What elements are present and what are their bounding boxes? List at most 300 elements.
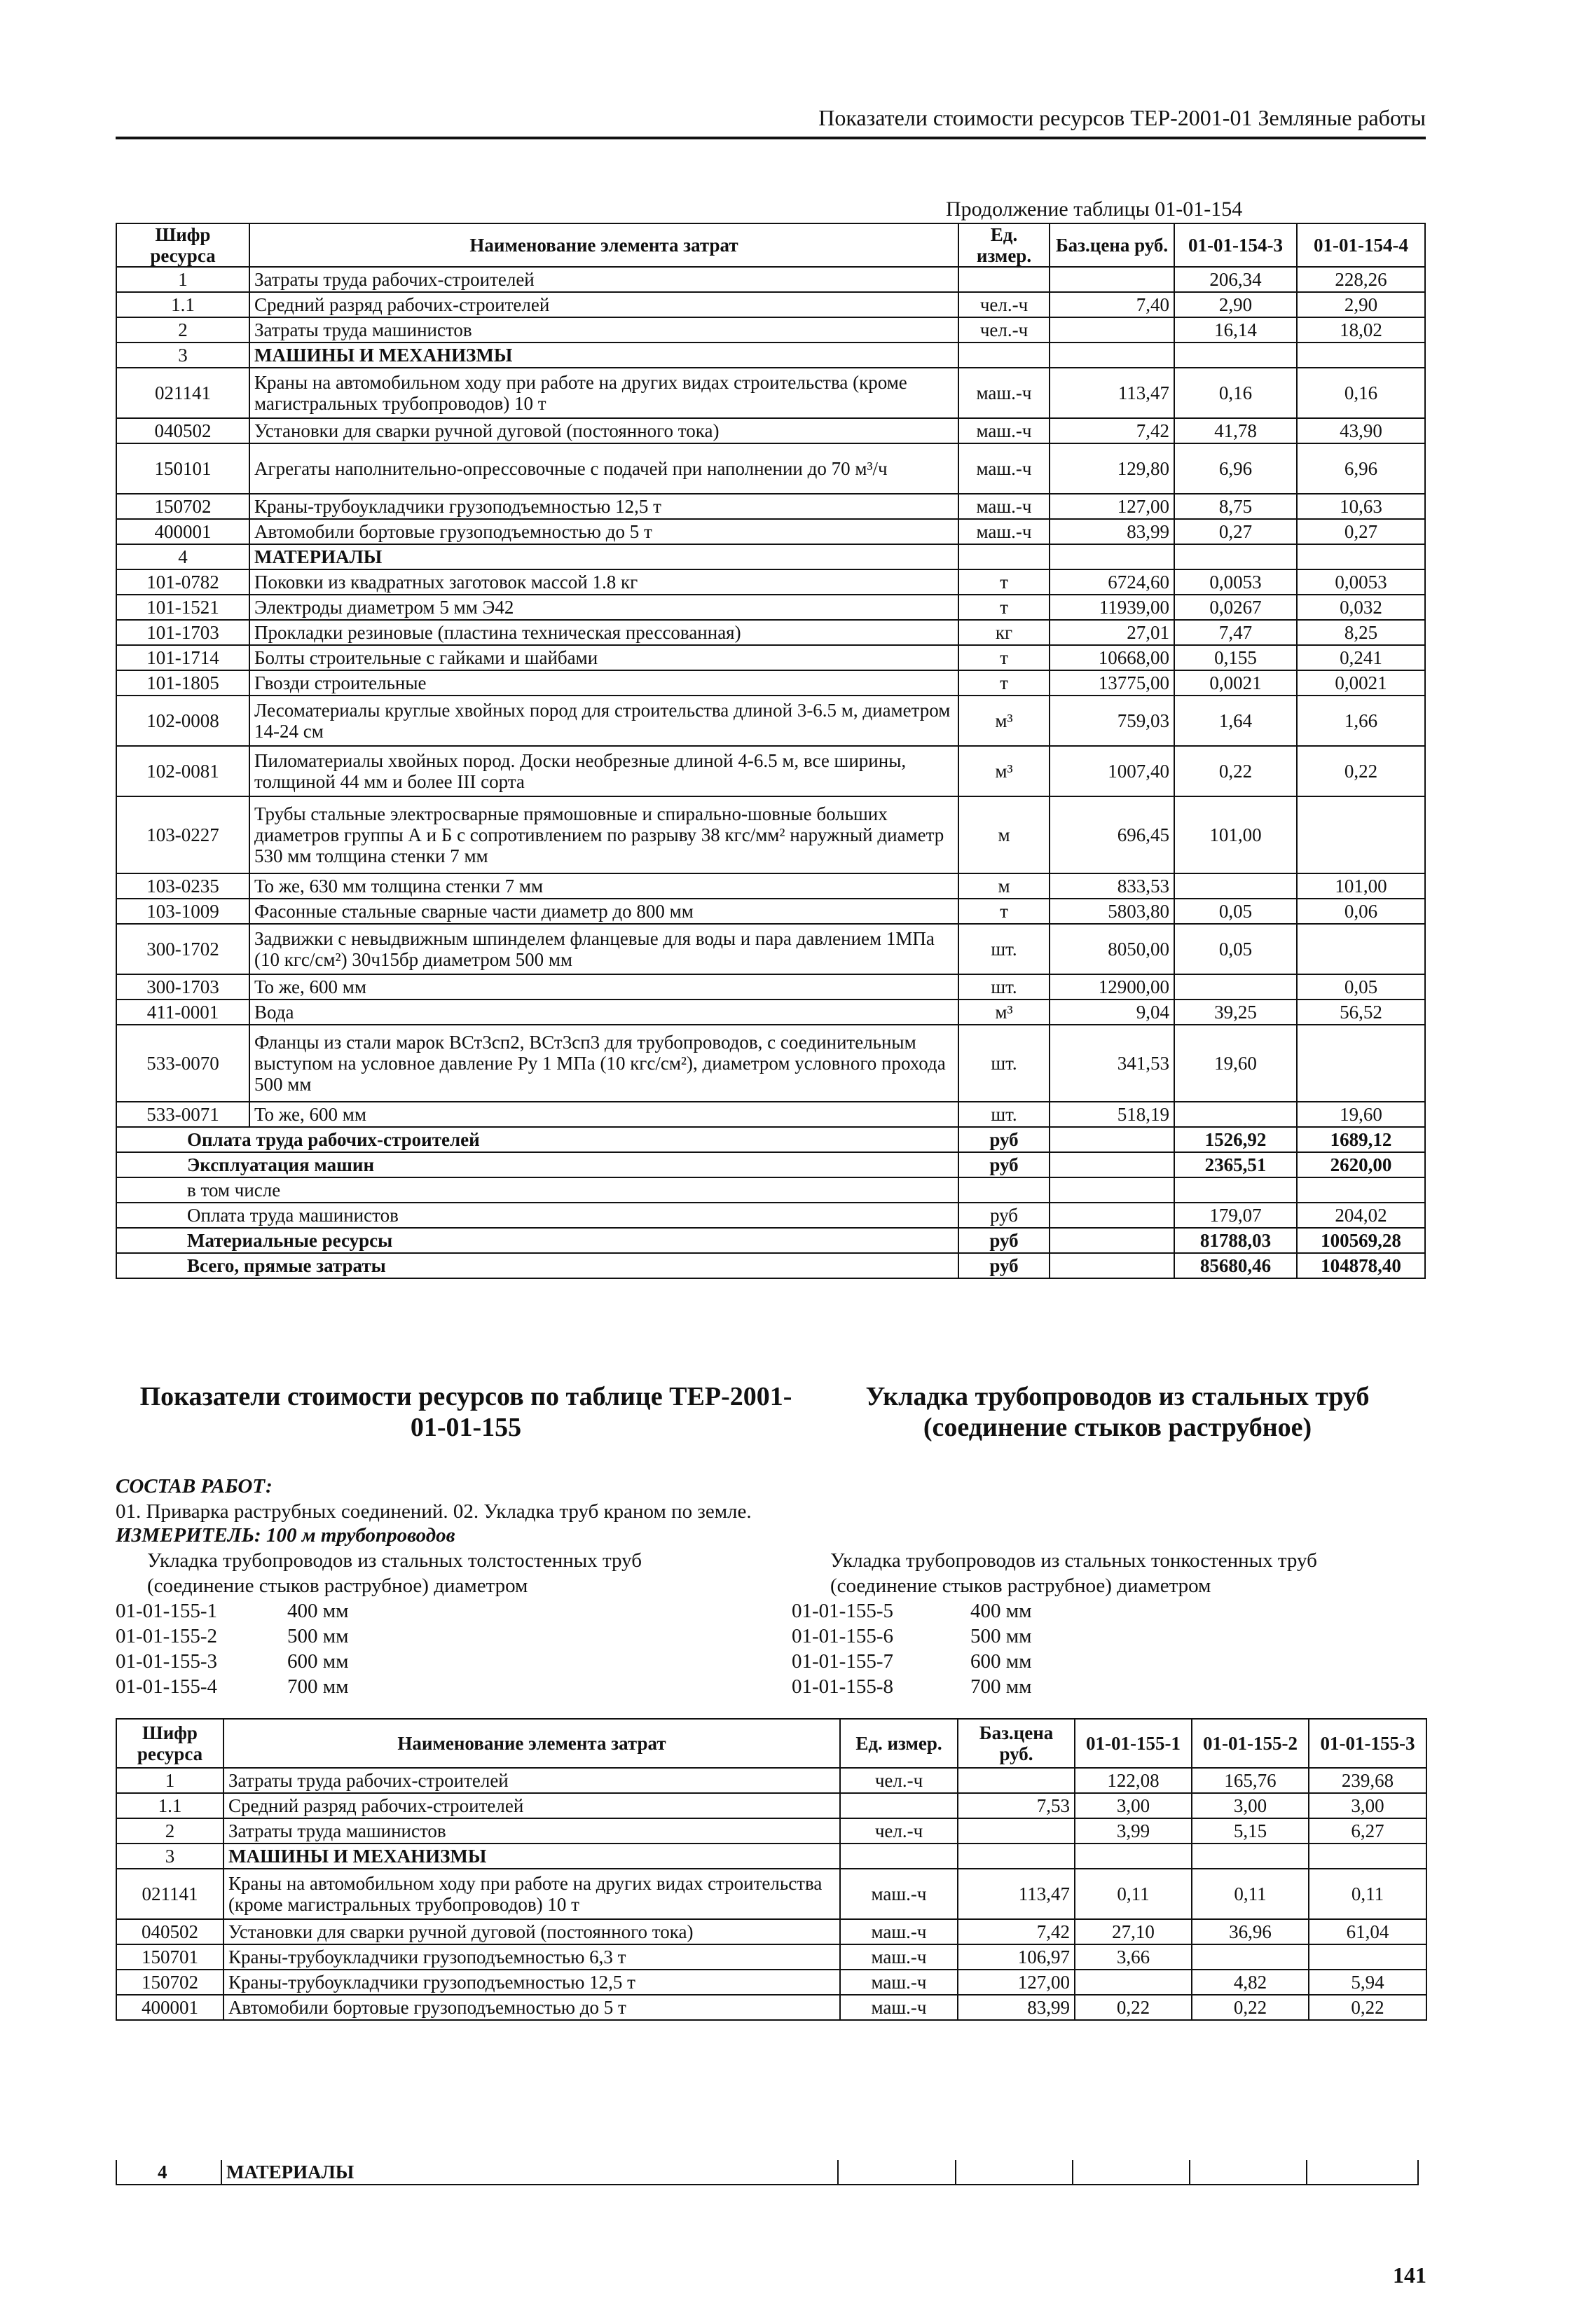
table-row xyxy=(116,746,1425,796)
value-col-4: 6,96 xyxy=(1297,443,1425,494)
header-rule xyxy=(116,137,1426,139)
resource-code: 2 xyxy=(116,317,249,343)
base-price: 7,40 xyxy=(1050,292,1174,317)
value-col-2: 4,82 xyxy=(1192,1970,1309,1995)
col-header-price: Баз.цена руб. xyxy=(958,1719,1075,1768)
value-col-1 xyxy=(1075,1970,1192,1995)
value-col-4: 0,032 xyxy=(1297,595,1425,620)
value-col-4: 56,52 xyxy=(1297,1000,1425,1025)
resource-unit: маш.-ч xyxy=(958,519,1050,544)
left-description-1: Укладка трубопроводов из стальных толстостенных труб xyxy=(147,1549,642,1572)
value-col-3: 0,0053 xyxy=(1174,569,1297,595)
value-col-4: 19,60 xyxy=(1297,1102,1425,1127)
total-col-4: 100569,28 xyxy=(1297,1228,1425,1253)
work-composition-text: 01. Приварка раструбных соединений. 02. Укладка труб краном по земле. xyxy=(116,1500,752,1523)
col-header-155-1: 01-01-155-1 xyxy=(1075,1719,1192,1768)
value-col-3: 3,00 xyxy=(1309,1793,1426,1818)
total-col-4: 1689,12 xyxy=(1297,1127,1425,1152)
total-unit xyxy=(958,1177,1050,1203)
resource-name: Агрегаты наполнительно-опрессовочные с подачей при наполнении до 70 м³/ч xyxy=(249,443,958,494)
item-code: 01-01-155-4 xyxy=(116,1675,217,1698)
resource-code: 533-0070 xyxy=(116,1025,249,1102)
table-row xyxy=(116,645,1425,670)
value-col-4: 0,0053 xyxy=(1297,569,1425,595)
resource-name: Затраты труда машинистов xyxy=(223,1818,840,1844)
value-col-4: 0,241 xyxy=(1297,645,1425,670)
table-row xyxy=(116,1818,1426,1844)
resource-code: 040502 xyxy=(116,418,249,443)
section-title-left: Показатели стоимости ресурсов по таблице ТЕР-2001-01-01-155 xyxy=(139,1382,792,1442)
table-row xyxy=(116,873,1425,899)
total-label: в том числе xyxy=(116,1177,958,1203)
section-title-right: Укладка трубопроводов из стальных труб (соединение стыков раструбное) xyxy=(865,1382,1370,1442)
resource-unit: маш.-ч xyxy=(958,368,1050,418)
resource-name: Краны-трубоукладчики грузоподъемностью 6,3 т xyxy=(223,1944,840,1970)
total-row xyxy=(116,1152,1425,1177)
resource-code: 3 xyxy=(116,1844,223,1869)
item-code: 01-01-155-7 xyxy=(792,1650,893,1673)
resource-code: 150702 xyxy=(116,1970,223,1995)
value-col-3: 0,11 xyxy=(1309,1869,1426,1919)
value-col-4: 0,22 xyxy=(1297,746,1425,796)
value-col-2: 3,00 xyxy=(1192,1793,1309,1818)
value-col-4 xyxy=(1297,343,1425,368)
resource-code: 300-1703 xyxy=(116,974,249,1000)
resource-name: Пиломатериалы хвойных пород. Доски необрезные длиной 4-6.5 м, все ширины, толщиной 44 мм и более III сорта xyxy=(249,746,958,796)
value-col-3 xyxy=(1174,873,1297,899)
value-col-4: 0,16 xyxy=(1297,368,1425,418)
base-price: 6724,60 xyxy=(1050,569,1174,595)
value-col-1: 27,10 xyxy=(1075,1919,1192,1944)
item-code: 01-01-155-6 xyxy=(792,1625,893,1647)
header-title: Показатели стоимости ресурсов ТЕР-2001-01 Земляные работы xyxy=(818,105,1426,130)
value-col-3: 19,60 xyxy=(1174,1025,1297,1102)
base-price xyxy=(1050,317,1174,343)
total-col-3: 179,07 xyxy=(1174,1203,1297,1228)
value-col-4: 101,00 xyxy=(1297,873,1425,899)
total-unit: руб xyxy=(958,1152,1050,1177)
item-code: 01-01-155-2 xyxy=(116,1625,217,1647)
value-col-2 xyxy=(1192,1844,1309,1869)
table-row xyxy=(116,292,1425,317)
resource-unit: чел.-ч xyxy=(958,317,1050,343)
value-col-3: 239,68 xyxy=(1309,1768,1426,1793)
value-col-3: 0,05 xyxy=(1174,899,1297,924)
total-col-4: 204,02 xyxy=(1297,1203,1425,1228)
section-title xyxy=(116,1381,1426,1444)
base-price: 1007,40 xyxy=(1050,746,1174,796)
total-price xyxy=(1050,1253,1174,1278)
value-col-3: 206,34 xyxy=(1174,267,1297,292)
value-col-3: 0,05 xyxy=(1174,924,1297,974)
resource-table-154 xyxy=(116,223,1426,1279)
value-col-1: 122,08 xyxy=(1075,1768,1192,1793)
continued-table-row xyxy=(116,2160,1419,2185)
table-row xyxy=(116,1000,1425,1025)
resource-code: 1.1 xyxy=(116,292,249,317)
base-price: 27,01 xyxy=(1050,620,1174,645)
value-col-2: 0,22 xyxy=(1192,1995,1309,2020)
value-col-4: 0,27 xyxy=(1297,519,1425,544)
resource-name: МАТЕРИАЛЫ xyxy=(249,544,958,569)
resource-unit: шт. xyxy=(958,974,1050,1000)
resource-unit: маш.-ч xyxy=(958,443,1050,494)
resource-unit xyxy=(958,544,1050,569)
resource-unit: м³ xyxy=(958,746,1050,796)
value-col-3: 7,47 xyxy=(1174,620,1297,645)
table-body xyxy=(116,267,1425,1278)
total-label: Эксплуатация машин xyxy=(116,1152,958,1177)
table-row xyxy=(116,620,1425,645)
base-price: 113,47 xyxy=(958,1869,1075,1919)
value-col-4 xyxy=(1297,1025,1425,1102)
col-header-154-4: 01-01-154-4 xyxy=(1297,223,1425,267)
resource-unit: м xyxy=(958,873,1050,899)
resource-name: Установки для сварки ручной дуговой (постоянного тока) xyxy=(223,1919,840,1944)
resource-unit: чел.-ч xyxy=(840,1768,958,1793)
row-code: 4 xyxy=(158,2162,167,2183)
resource-code: 533-0071 xyxy=(116,1102,249,1127)
table-row xyxy=(116,595,1425,620)
value-col-3: 41,78 xyxy=(1174,418,1297,443)
resource-code: 103-0227 xyxy=(116,796,249,873)
value-col-3: 0,0021 xyxy=(1174,670,1297,696)
resource-code: 103-0235 xyxy=(116,873,249,899)
resource-name: Затраты труда машинистов xyxy=(249,317,958,343)
value-col-3: 0,155 xyxy=(1174,645,1297,670)
item-diameter: 500 мм xyxy=(970,1625,1032,1647)
resource-name: Краны-трубоукладчики грузоподъемностью 12,5 т xyxy=(249,494,958,519)
value-col-3 xyxy=(1174,343,1297,368)
resource-unit: т xyxy=(958,899,1050,924)
page-header xyxy=(116,105,1426,139)
resource-code: 101-1805 xyxy=(116,670,249,696)
value-col-3: 0,22 xyxy=(1309,1995,1426,2020)
total-price xyxy=(1050,1177,1174,1203)
resource-code: 102-0008 xyxy=(116,696,249,746)
total-unit: руб xyxy=(958,1203,1050,1228)
resource-code: 1.1 xyxy=(116,1793,223,1818)
resource-code: 411-0001 xyxy=(116,1000,249,1025)
value-col-4: 2,90 xyxy=(1297,292,1425,317)
value-col-2: 0,11 xyxy=(1192,1869,1309,1919)
total-price xyxy=(1050,1203,1174,1228)
resource-name: Вода xyxy=(249,1000,958,1025)
value-col-3: 61,04 xyxy=(1309,1919,1426,1944)
resource-name: То же, 600 мм xyxy=(249,1102,958,1127)
resource-name: Прокладки резиновые (пластина техническая прессованная) xyxy=(249,620,958,645)
base-price: 11939,00 xyxy=(1050,595,1174,620)
base-price: 7,42 xyxy=(1050,418,1174,443)
value-col-4: 43,90 xyxy=(1297,418,1425,443)
resource-unit: маш.-ч xyxy=(840,1944,958,1970)
page-number: 141 xyxy=(1393,2262,1426,2288)
value-col-3 xyxy=(1309,1844,1426,1869)
table-row xyxy=(116,1869,1426,1919)
table-row xyxy=(116,1025,1425,1102)
resource-unit: т xyxy=(958,645,1050,670)
value-col-4: 228,26 xyxy=(1297,267,1425,292)
value-col-3: 8,75 xyxy=(1174,494,1297,519)
resource-unit: т xyxy=(958,569,1050,595)
item-diameter: 600 мм xyxy=(287,1650,349,1673)
base-price: 13775,00 xyxy=(1050,670,1174,696)
right-description-1: Укладка трубопроводов из стальных тонкостенных труб xyxy=(830,1549,1317,1572)
resource-name: Трубы стальные электросварные прямошовные и спирально-шовные больших диаметров группы А и Б с сопротивлением по разрыву 38 кгс/мм² наружный диаметр 530 мм толщина стенки 7 мм xyxy=(249,796,958,873)
table-row xyxy=(116,418,1425,443)
total-row xyxy=(116,1228,1425,1253)
resource-unit: маш.-ч xyxy=(958,418,1050,443)
value-col-3 xyxy=(1174,974,1297,1000)
table-row xyxy=(116,974,1425,1000)
value-col-3: 16,14 xyxy=(1174,317,1297,343)
total-row xyxy=(116,1177,1425,1203)
resource-unit xyxy=(958,343,1050,368)
resource-name: Автомобили бортовые грузоподъемностью до 5 т xyxy=(249,519,958,544)
resource-unit: маш.-ч xyxy=(840,1919,958,1944)
col-header-name: Наименование элемента затрат xyxy=(249,223,958,267)
resource-unit: т xyxy=(958,670,1050,696)
resource-name: Поковки из квадратных заготовок массой 1.8 кг xyxy=(249,569,958,595)
item-diameter: 500 мм xyxy=(287,1625,349,1647)
resource-code: 300-1702 xyxy=(116,924,249,974)
resource-name: Гвозди строительные xyxy=(249,670,958,696)
total-col-3: 81788,03 xyxy=(1174,1228,1297,1253)
resource-code: 1 xyxy=(116,267,249,292)
table-row xyxy=(116,670,1425,696)
table-row xyxy=(116,796,1425,873)
table-row xyxy=(116,1793,1426,1818)
base-price: 833,53 xyxy=(1050,873,1174,899)
resource-unit: маш.-ч xyxy=(840,1995,958,2020)
base-price: 341,53 xyxy=(1050,1025,1174,1102)
table-row xyxy=(116,519,1425,544)
value-col-1: 0,22 xyxy=(1075,1995,1192,2020)
resource-name: Фасонные стальные сварные части диаметр до 800 мм xyxy=(249,899,958,924)
resource-code: 040502 xyxy=(116,1919,223,1944)
value-col-1: 3,99 xyxy=(1075,1818,1192,1844)
total-unit: руб xyxy=(958,1228,1050,1253)
total-col-4 xyxy=(1297,1177,1425,1203)
table-row xyxy=(116,544,1425,569)
col-header-155-2: 01-01-155-2 xyxy=(1192,1719,1309,1768)
base-price: 106,97 xyxy=(958,1944,1075,1970)
value-col-1 xyxy=(1075,1844,1192,1869)
resource-name: Средний разряд рабочих-строителей xyxy=(223,1793,840,1818)
resource-code: 2 xyxy=(116,1818,223,1844)
col-header-154-3: 01-01-154-3 xyxy=(1174,223,1297,267)
item-diameter: 700 мм xyxy=(287,1675,349,1698)
base-price: 12900,00 xyxy=(1050,974,1174,1000)
resource-name: МАШИНЫ И МЕХАНИЗМЫ xyxy=(249,343,958,368)
col-header-unit: Ед. измер. xyxy=(840,1719,958,1768)
resource-code: 101-1703 xyxy=(116,620,249,645)
resource-unit: чел.-ч xyxy=(840,1818,958,1844)
resource-name: Болты строительные с гайками и шайбами xyxy=(249,645,958,670)
table-row xyxy=(116,368,1425,418)
resource-unit: м xyxy=(958,796,1050,873)
value-col-4: 18,02 xyxy=(1297,317,1425,343)
table-row xyxy=(116,899,1425,924)
value-col-4: 0,06 xyxy=(1297,899,1425,924)
value-col-3: 0,22 xyxy=(1174,746,1297,796)
col-header-unit: Ед. измер. xyxy=(958,223,1050,267)
total-label: Оплата труда машинистов xyxy=(116,1203,958,1228)
resource-unit: маш.-ч xyxy=(840,1970,958,1995)
resource-code: 400001 xyxy=(116,1995,223,2020)
value-col-4 xyxy=(1297,544,1425,569)
base-price xyxy=(958,1844,1075,1869)
table-row xyxy=(116,696,1425,746)
resource-name: Средний разряд рабочих-строителей xyxy=(249,292,958,317)
base-price: 83,99 xyxy=(958,1995,1075,2020)
table-row xyxy=(116,1102,1425,1127)
resource-code: 400001 xyxy=(116,519,249,544)
value-col-4: 1,66 xyxy=(1297,696,1425,746)
resource-unit: шт. xyxy=(958,1102,1050,1127)
value-col-3: 1,64 xyxy=(1174,696,1297,746)
resource-name: Краны на автомобильном ходу при работе на других видах строительства (кроме магистральных трубопроводов) 10 т xyxy=(249,368,958,418)
total-unit: руб xyxy=(958,1127,1050,1152)
resource-code: 101-0782 xyxy=(116,569,249,595)
table-row xyxy=(116,443,1425,494)
resource-name: Автомобили бортовые грузоподъемностью до 5 т xyxy=(223,1995,840,2020)
value-col-2: 165,76 xyxy=(1192,1768,1309,1793)
value-col-4: 8,25 xyxy=(1297,620,1425,645)
value-col-3: 0,0267 xyxy=(1174,595,1297,620)
value-col-2 xyxy=(1192,1944,1309,1970)
item-code: 01-01-155-1 xyxy=(116,1600,217,1622)
resource-name: То же, 600 мм xyxy=(249,974,958,1000)
resource-code: 150701 xyxy=(116,1944,223,1970)
total-unit: руб xyxy=(958,1253,1050,1278)
table-row xyxy=(116,343,1425,368)
base-price: 696,45 xyxy=(1050,796,1174,873)
table-row xyxy=(116,1919,1426,1944)
base-price xyxy=(958,1768,1075,1793)
col-header-name: Наименование элемента затрат xyxy=(223,1719,840,1768)
value-col-1: 3,00 xyxy=(1075,1793,1192,1818)
table-row xyxy=(116,1970,1426,1995)
total-col-3: 85680,46 xyxy=(1174,1253,1297,1278)
resource-name: Фланцы из стали марок ВСт3сп2, ВСт3сп3 для трубопроводов, с соединительным выступом на условное давление Ру 1 МПа (10 кгс/см²), диаметром условного прохода 500 мм xyxy=(249,1025,958,1102)
base-price xyxy=(1050,343,1174,368)
resource-code: 021141 xyxy=(116,368,249,418)
item-code: 01-01-155-8 xyxy=(792,1675,893,1698)
resource-name: Электроды диаметром 5 мм Э42 xyxy=(249,595,958,620)
resource-name: Краны на автомобильном ходу при работе на других видах строительства (кроме магистральных трубопроводов) 10 т xyxy=(223,1869,840,1919)
base-price: 5803,80 xyxy=(1050,899,1174,924)
total-price xyxy=(1050,1127,1174,1152)
resource-unit xyxy=(840,1793,958,1818)
base-price: 8050,00 xyxy=(1050,924,1174,974)
base-price: 83,99 xyxy=(1050,519,1174,544)
item-code: 01-01-155-3 xyxy=(116,1650,217,1673)
resource-code: 101-1521 xyxy=(116,595,249,620)
resource-unit xyxy=(958,267,1050,292)
value-col-4: 10,63 xyxy=(1297,494,1425,519)
base-price xyxy=(958,1818,1075,1844)
total-label: Оплата труда рабочих-строителей xyxy=(116,1127,958,1152)
resource-name: Затраты труда рабочих-строителей xyxy=(223,1768,840,1793)
resource-code: 150702 xyxy=(116,494,249,519)
value-col-4 xyxy=(1297,796,1425,873)
resource-code: 021141 xyxy=(116,1869,223,1919)
work-composition-label: СОСТАВ РАБОТ: xyxy=(116,1475,273,1498)
value-col-4: 0,0021 xyxy=(1297,670,1425,696)
resource-unit: маш.-ч xyxy=(958,494,1050,519)
item-diameter: 700 мм xyxy=(970,1675,1032,1698)
base-price: 127,00 xyxy=(958,1970,1075,1995)
value-col-1: 3,66 xyxy=(1075,1944,1192,1970)
base-price: 113,47 xyxy=(1050,368,1174,418)
right-description-2: (соединение стыков раструбное) диаметром xyxy=(830,1575,1211,1597)
resource-code: 103-1009 xyxy=(116,899,249,924)
value-col-1: 0,11 xyxy=(1075,1869,1192,1919)
value-col-3 xyxy=(1309,1944,1426,1970)
base-price: 129,80 xyxy=(1050,443,1174,494)
value-col-4: 0,05 xyxy=(1297,974,1425,1000)
value-col-2: 36,96 xyxy=(1192,1919,1309,1944)
base-price: 7,42 xyxy=(958,1919,1075,1944)
resource-unit: шт. xyxy=(958,924,1050,974)
left-description-2: (соединение стыков раструбное) диаметром xyxy=(147,1575,528,1597)
resource-unit: м³ xyxy=(958,696,1050,746)
resource-table-155 xyxy=(116,1718,1427,2021)
base-price: 127,00 xyxy=(1050,494,1174,519)
resource-code: 4 xyxy=(116,544,249,569)
resource-unit: т xyxy=(958,595,1050,620)
resource-name: Задвижки с невыдвижным шпинделем фланцевые для воды и пара давлением 1МПа (10 кгс/см²) 30ч15бр диаметром 500 мм xyxy=(249,924,958,974)
total-price xyxy=(1050,1152,1174,1177)
value-col-3: 2,90 xyxy=(1174,292,1297,317)
value-col-4 xyxy=(1297,924,1425,974)
value-col-3: 39,25 xyxy=(1174,1000,1297,1025)
value-col-3: 6,96 xyxy=(1174,443,1297,494)
base-price: 10668,00 xyxy=(1050,645,1174,670)
table-row xyxy=(116,569,1425,595)
table-row xyxy=(116,494,1425,519)
total-col-3 xyxy=(1174,1177,1297,1203)
resource-unit: м³ xyxy=(958,1000,1050,1025)
value-col-3: 5,94 xyxy=(1309,1970,1426,1995)
meter-label: ИЗМЕРИТЕЛЬ: 100 м трубопроводов xyxy=(116,1524,455,1547)
resource-unit: кг xyxy=(958,620,1050,645)
resource-code: 150101 xyxy=(116,443,249,494)
value-col-3: 0,27 xyxy=(1174,519,1297,544)
col-header-code: Шифр ресурса xyxy=(116,223,249,267)
table-row xyxy=(116,924,1425,974)
resource-name: Установки для сварки ручной дуговой (постоянного тока) xyxy=(249,418,958,443)
table-row xyxy=(116,317,1425,343)
base-price: 759,03 xyxy=(1050,696,1174,746)
resource-name: Краны-трубоукладчики грузоподъемностью 12,5 т xyxy=(223,1970,840,1995)
resource-code: 102-0081 xyxy=(116,746,249,796)
table-row xyxy=(116,1944,1426,1970)
total-col-3: 1526,92 xyxy=(1174,1127,1297,1152)
total-row xyxy=(116,1203,1425,1228)
col-header-price: Баз.цена руб. xyxy=(1050,223,1174,267)
table-continuation-label: Продолжение таблицы 01-01-154 xyxy=(946,198,1243,221)
value-col-3: 6,27 xyxy=(1309,1818,1426,1844)
resource-unit: маш.-ч xyxy=(840,1869,958,1919)
resource-unit: чел.-ч xyxy=(958,292,1050,317)
base-price xyxy=(1050,544,1174,569)
base-price xyxy=(1050,267,1174,292)
resource-code: 3 xyxy=(116,343,249,368)
base-price: 7,53 xyxy=(958,1793,1075,1818)
resource-name: Лесоматериалы круглые хвойных пород для строительства длиной 3-6.5 м, диаметром 14-24 см xyxy=(249,696,958,746)
